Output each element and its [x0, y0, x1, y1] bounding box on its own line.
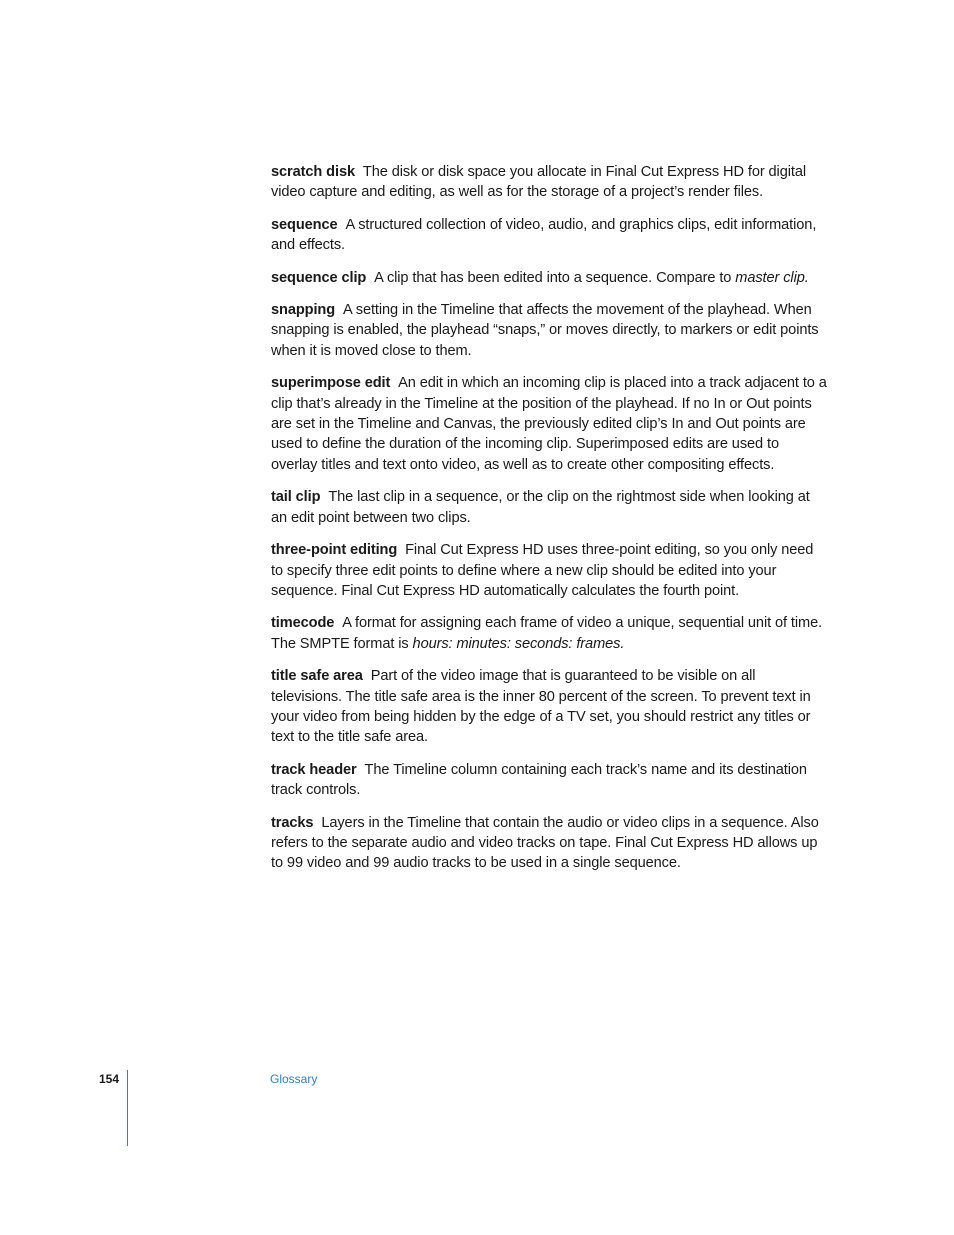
glossary-definition: A clip that has been edited into a sequence. Compare to — [374, 269, 736, 286]
glossary-definition: Final Cut Express HD uses three-point editing, so you only need to specify three edit points to define where a new clip should be edited into your sequence. Final Cut Express HD automatically calculates the fourth point. — [271, 542, 814, 599]
footer-divider — [127, 1070, 128, 1146]
glossary-term: track header — [271, 761, 357, 778]
glossary-entry-scratch-disk — [271, 162, 827, 203]
page-number: 154 — [99, 1072, 120, 1086]
glossary-cross-reference: master clip. — [735, 269, 809, 286]
glossary-definition: An edit in which an incoming clip is placed into a track adjacent to a clip that’s already in the Timeline at the position of the playhead. If no In or Out points are set in the Timeline and Canvas, the previously edited clip’s In and Out points are used to define the duration of the incoming clip. Superimposed edits are used to overlay titles and text onto video, as well as to create other compositing effects. — [271, 375, 827, 473]
glossary-term: title safe area — [271, 668, 363, 685]
glossary-entry-tracks — [271, 813, 827, 874]
glossary-italic-format: hours: minutes: seconds: frames. — [412, 635, 625, 652]
glossary-term: superimpose edit — [271, 375, 391, 392]
glossary-entry-sequence — [271, 215, 827, 256]
glossary-term: sequence clip — [271, 269, 367, 286]
glossary-definition: A structured collection of video, audio, and graphics clips, edit information, and effects. — [271, 216, 817, 254]
glossary-term: tracks — [271, 814, 314, 831]
glossary-entry-tail-clip — [271, 487, 827, 528]
glossary-definition: A format for assigning each frame of video a unique, sequential unit of time. The SMPTE format is — [271, 615, 823, 652]
glossary-definition: Layers in the Timeline that contain the audio or video clips in a sequence. Also refers to the separate audio and video tracks on tape. Final Cut Express HD allows up to 99 video and 99 audio tracks to be used in a single sequence. — [271, 814, 819, 872]
footer-section-title: Glossary — [270, 1072, 318, 1086]
glossary-content — [271, 162, 827, 886]
glossary-definition: The Timeline column containing each track’s name and its destination track controls. — [271, 761, 807, 799]
glossary-definition: Part of the video image that is guaranteed to be visible on all televisions. The title safe area is the inner 80 percent of the screen. To prevent text in your video from being hidden by the edge of a TV set, you should restrict any titles or text to the title safe area. — [271, 668, 811, 746]
glossary-term: scratch disk — [271, 164, 355, 180]
glossary-entry-sequence-clip — [271, 268, 827, 288]
glossary-term: tail clip — [271, 489, 321, 506]
glossary-entry-snapping — [271, 300, 827, 361]
glossary-entry-three-point-editing — [271, 540, 827, 601]
glossary-term: three-point editing — [271, 542, 398, 559]
glossary-definition: The disk or disk space you allocate in Final Cut Express HD for digital video capture and editing, as well as for the storage of a project’s render files. — [271, 164, 806, 201]
glossary-entry-title-safe-area — [271, 666, 827, 748]
glossary-entry-timecode — [271, 613, 827, 654]
glossary-term: sequence — [271, 216, 338, 233]
glossary-term: snapping — [271, 302, 336, 319]
glossary-entry-track-header — [271, 760, 827, 801]
glossary-entry-superimpose-edit — [271, 373, 827, 475]
glossary-definition: A setting in the Timeline that affects the movement of the playhead. When snapping is enabled, the playhead “snaps,” or moves directly, to markers or edit points when it is moved close to them. — [271, 302, 819, 359]
glossary-definition: The last clip in a sequence, or the clip on the rightmost side when looking at an edit point between two clips. — [271, 489, 810, 526]
glossary-term: timecode — [271, 615, 335, 632]
